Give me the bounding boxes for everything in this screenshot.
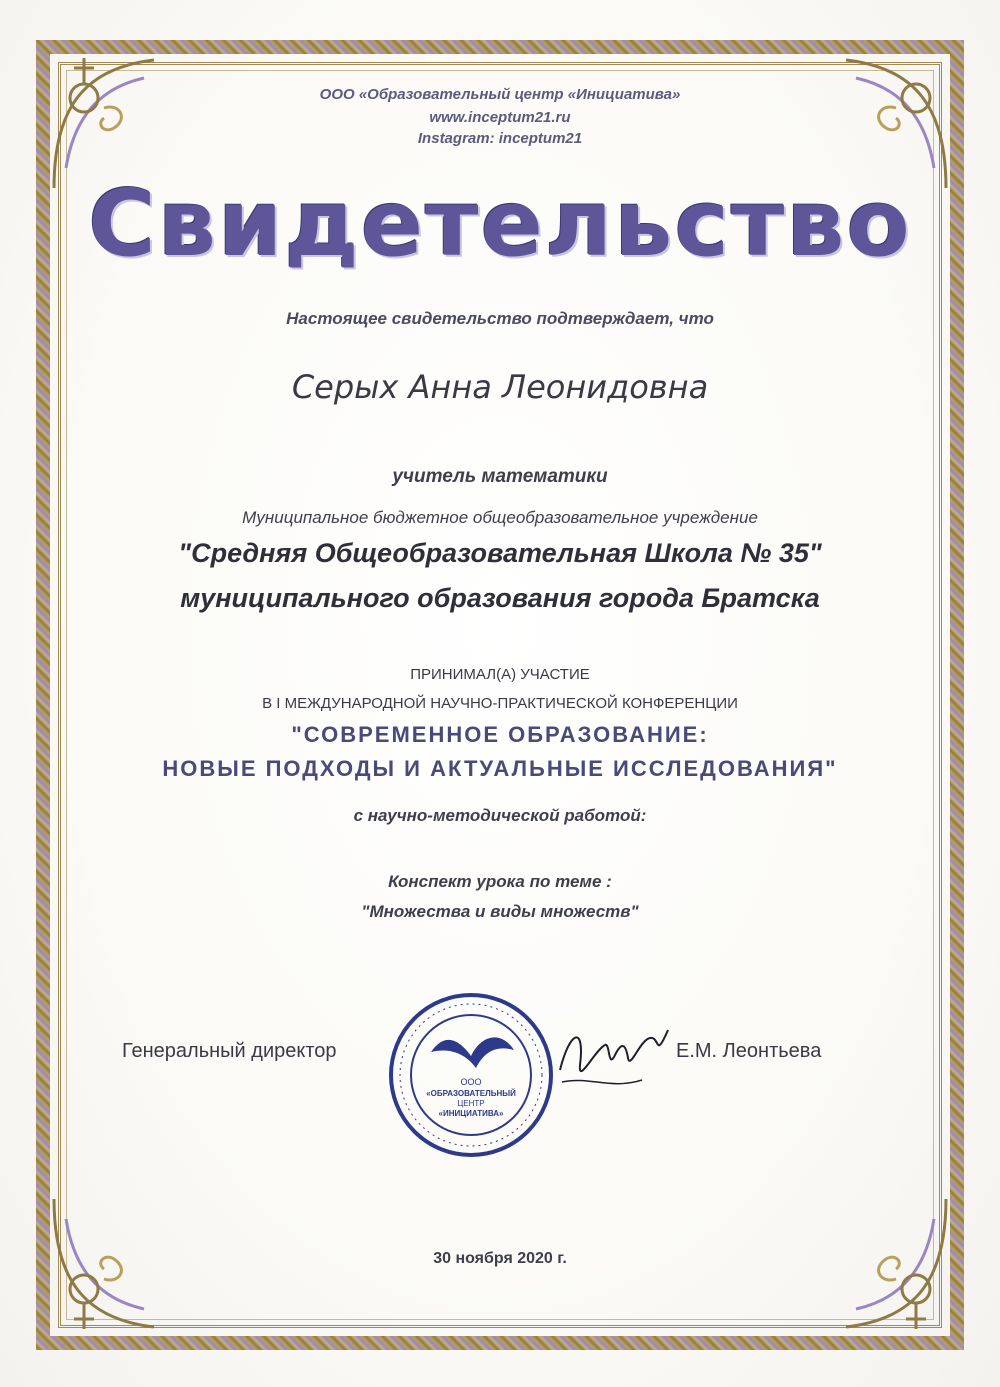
director-name: Е.М. Леонтьева	[676, 1040, 822, 1062]
conference-title-line2: НОВЫЕ ПОДХОДЫ И АКТУАЛЬНЫЕ ИССЛЕДОВАНИЯ"	[162, 756, 838, 781]
stamp-line-2: «ОБРАЗОВАТЕЛЬНЫЙ	[426, 1089, 516, 1098]
recipient-name: Серых Анна Леонидовна	[291, 368, 709, 406]
director-role: Генеральный директор	[122, 1040, 337, 1062]
director-signature	[550, 1010, 680, 1100]
school-municipality: муниципального образования города Братска	[180, 583, 820, 613]
topic-label: Конспект урока по теме :	[388, 872, 612, 891]
confirm-text: Настоящее свидетельство подтверждает, что	[286, 309, 714, 328]
stamp-line-3: ЦЕНТР	[457, 1099, 485, 1108]
participation-text: ПРИНИМАЛ(А) УЧАСТИЕ	[410, 666, 590, 683]
conference-intro: В I МЕЖДУНАРОДНОЙ НАУЧНО-ПРАКТИЧЕСКОЙ КОНФЕРЕНЦИИ	[262, 695, 738, 712]
school-name: "Средняя Общеобразовательная Школа № 35"	[178, 538, 822, 568]
recipient-position: учитель математики	[392, 466, 608, 487]
institution-type: Муниципальное бюджетное общеобразовательное учреждение	[242, 508, 758, 527]
topic-title: "Множества и виды множеств"	[361, 902, 639, 921]
stamp-line-4: «ИНИЦИАТИВА»	[438, 1109, 504, 1118]
bird-logo-icon	[431, 1037, 514, 1068]
conference-title-line1: "СОВРЕМЕННОЕ ОБРАЗОВАНИЕ:	[291, 722, 709, 747]
work-label: с научно-методической работой:	[353, 806, 647, 825]
certificate-title: Свидетельство	[88, 170, 912, 277]
website-link[interactable]: www.inceptum21.ru	[429, 109, 571, 126]
organization-stamp	[386, 990, 556, 1160]
organization-name: ООО «Образовательный центр «Инициатива»	[319, 86, 681, 103]
instagram-handle: Instagram: inceptum21	[417, 130, 583, 147]
issue-date: 30 ноября 2020 г.	[433, 1250, 567, 1267]
stamp-line-1: ООО	[460, 1077, 482, 1087]
